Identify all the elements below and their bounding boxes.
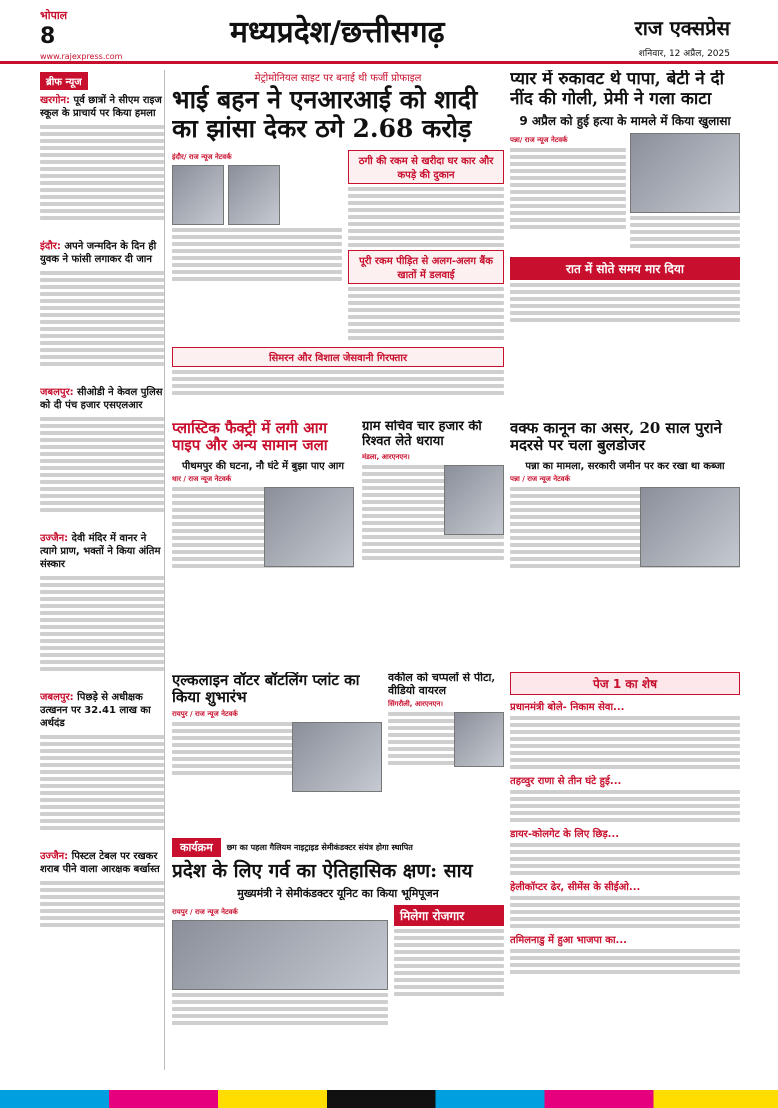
brief-headline: पिस्टल टेबल पर रखकर शराब पीने वाला आरक्षक बर्खास्त xyxy=(40,851,160,875)
brief-headline: सीओडी ने केवल पुलिस को दी पंच हजार एसएलआर xyxy=(40,387,163,411)
edition-city: भोपाल xyxy=(40,9,68,22)
brief-body xyxy=(40,573,164,683)
accused-photo xyxy=(172,165,224,225)
brief-city: जबलपुर: xyxy=(40,387,74,398)
brief-city: उज्जैन: xyxy=(40,533,69,544)
brief-body xyxy=(40,732,164,842)
inauguration-photo xyxy=(292,722,382,792)
brief-body xyxy=(40,414,164,524)
waqf-headline: वक्फ कानून का असर, 20 साल पुराने मदरसे पर चला बुलडोजर xyxy=(510,420,722,455)
continued-headline: प्रधानमंत्री बोले- निकाम सेवा... xyxy=(510,702,625,713)
right-lead-byline: पन्ना/ राज न्यूज नेटवर्क xyxy=(510,136,568,145)
issue-date: शनिवार, 12 अप्रैल, 2025 xyxy=(638,49,730,59)
website-link[interactable]: www.rajexpress.com xyxy=(40,52,123,61)
plastic-byline: धार / राज न्यूज नेटवर्क xyxy=(172,474,232,483)
alkaline-byline: रायपुर / राज न्यूज नेटवर्क xyxy=(172,709,238,718)
alkaline-headline: एल्कलाइन वॉटर बॉटलिंग प्लांट का किया शुभारंभ xyxy=(172,672,360,707)
lead-kicker: मेट्रोमोनियल साइट पर बनाई थी फर्जी प्रोफाइल xyxy=(254,73,422,84)
brief-news-label: ब्रीफ न्यूज xyxy=(40,72,88,90)
continued-headline: डायर-कोलगेट के लिए छिड़... xyxy=(510,829,620,840)
continued-headline: तमिलनाडु में हुआ भाजपा का... xyxy=(510,935,627,946)
lead-sidebox-head: ठगी की रकम से खरीदा घर कार और कपड़े की दुकान xyxy=(348,150,504,184)
vakil-byline: सिंगरौली, आरएनएन। xyxy=(388,700,443,709)
brief-item xyxy=(40,691,164,842)
event-tag: कार्यक्रम xyxy=(172,838,221,857)
lead-sidebox-head2: पूरी रकम पीड़ित से अलग-अलग बैंक खातों में डलवाई xyxy=(348,250,504,284)
incident-photo xyxy=(454,712,504,767)
brief-item xyxy=(40,850,164,948)
sachiv-headline: ग्राम सचिव चार हजार की रिश्वत लेते धराया xyxy=(362,420,482,449)
section-title: मध्यप्रदेश/छत्तीसगढ़ xyxy=(230,15,445,50)
waqf-story xyxy=(510,420,740,665)
masthead xyxy=(0,0,778,64)
brief-headline: पूर्व छात्रों ने सीएम राइज स्कूल के प्राचार्य पर किया हमला xyxy=(40,95,162,119)
print-color-bar xyxy=(0,1090,778,1108)
lead-story xyxy=(172,70,504,395)
bhoomipujan-photo xyxy=(172,920,388,990)
gram-sachiv-story xyxy=(362,420,504,665)
rozgar-box-head: मिलेगा रोजगार xyxy=(394,905,504,926)
semiconductor-story xyxy=(172,838,504,1070)
waqf-sub: पन्ना का मामला, सरकारी जमीन पर कर रखा था कब्जा xyxy=(525,460,725,472)
brief-item xyxy=(40,386,164,524)
bulldozer-photo xyxy=(640,487,740,567)
plastic-factory-story xyxy=(172,420,354,665)
brief-city: उज्जैन: xyxy=(40,851,69,862)
page1-label: पेज 1 का शेष xyxy=(510,672,740,695)
continued-headline: तहव्वुर राणा से तीन घंटे हुई... xyxy=(510,776,622,787)
lawyer-story xyxy=(388,672,504,832)
karyakram-kicker: छग का पहला गैलियम नाइट्राइड सेमीकंडक्टर संयंत्र होगा स्थापित xyxy=(226,843,413,852)
police-photo xyxy=(630,133,740,213)
accused-photo xyxy=(444,465,504,535)
sachiv-byline: मंडला, आरएनएन। xyxy=(362,452,410,461)
brief-item xyxy=(40,532,164,683)
lead-byline: इंदौर/ राज न्यूज नेटवर्क xyxy=(172,152,232,161)
lead-body xyxy=(172,228,342,281)
brief-body xyxy=(40,878,164,948)
brief-headline: अपने जन्मदिन के दिन ही युवक ने फांसी लगाकर दी जान xyxy=(40,241,157,265)
plastic-headline: प्लास्टिक फैक्ट्री में लगी आग पाइप और अन्य सामान जला xyxy=(172,420,328,455)
karyakram-headline: प्रदेश के लिए गर्व का ऐतिहासिक क्षण: साय xyxy=(172,860,473,882)
fire-photo xyxy=(264,487,354,567)
right-lead-story xyxy=(510,70,740,395)
brief-headline: पिछड़े से अधीक्षक उत्खनन पर 32.41 लाख का अर्थदंड xyxy=(40,692,151,729)
lead-headline: भाई बहन ने एनआरआई को शादी का झांसा देकर ठगे 2.68 करोड़ xyxy=(172,85,478,143)
brief-item xyxy=(40,240,164,378)
plastic-sub: पीथमपुर की घटना, नौ घंटे में बुझा पाए आग xyxy=(181,460,344,472)
brief-city: जबलपुर: xyxy=(40,692,74,703)
karyakram-byline: रायपुर / राज न्यूज नेटवर्क xyxy=(172,907,238,916)
vakil-headline: वकील को चप्पलों से पीटा, वीडियो वायरल xyxy=(388,672,496,697)
brief-body xyxy=(40,268,164,378)
accused-photo xyxy=(228,165,280,225)
arrest-subhead: सिमरन और विशाल जेसवानी गिरफ्तार xyxy=(172,347,504,367)
karyakram-sub: मुख्यमंत्री ने सेमीकंडक्टर यूनिट का किया भूमिपूजन xyxy=(237,886,439,900)
waqf-byline: पन्ना / राज न्यूज नेटवर्क xyxy=(510,474,570,483)
brief-headline: देवी मंदिर में वानर ने त्यागे प्राण, भक्तों ने किया अंतिम संस्कार xyxy=(40,533,161,570)
continued-headline: हेलीकॉप्टर ढेर, सीमेंस के सीईओ... xyxy=(510,882,641,893)
right-lead-headline: प्यार में रुकावट थे पापा, बेटी ने दी नींद की गोली, प्रेमी ने गला काटा xyxy=(510,70,725,109)
brief-city: इंदौर: xyxy=(40,241,61,252)
right-lead-sub: 9 अप्रैल को हुई हत्या के मामले में किया खुलासा xyxy=(519,114,731,129)
brief-item xyxy=(40,94,164,232)
page-number: 8 xyxy=(40,24,56,49)
brief-news-column xyxy=(40,70,165,1070)
newspaper-logo: राज एक्सप्रेस xyxy=(634,16,730,40)
alkaline-plant-story xyxy=(172,672,382,832)
brief-city: खरगोन: xyxy=(40,95,71,106)
brief-body xyxy=(40,122,164,232)
right-lead-box-head: रात में सोते समय मार दिया xyxy=(510,257,740,280)
page1-continued xyxy=(510,672,740,1072)
